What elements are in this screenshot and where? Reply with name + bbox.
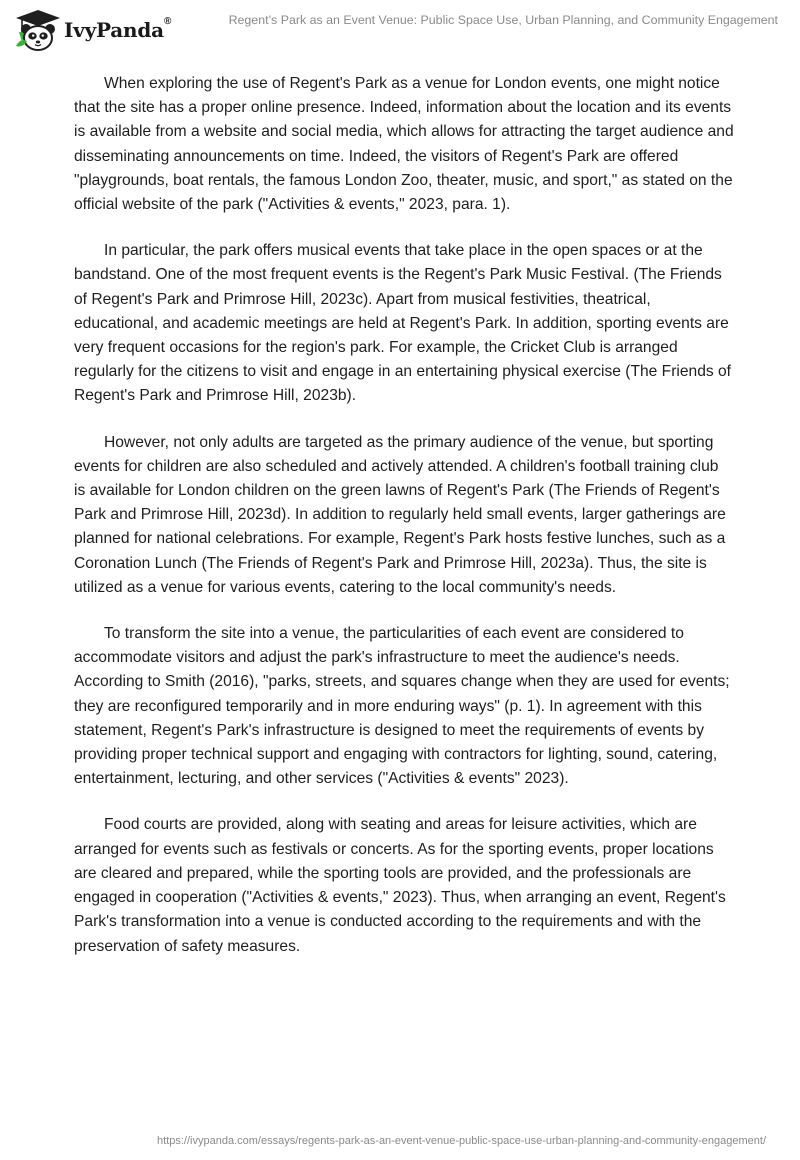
page-header	[0, 0, 800, 56]
body-paragraph: However, not only adults are targeted as the primary audience of the venue, but sporting events for children are also scheduled and actively attended. A children's football training club is available for London children on the green lawns of Regent's Park (The Friends of Regent's Park and Primrose Hill, 2023d). In addition to regularly held small events, larger gatherings are planned for national celebrations. For example, Regent's Park hosts festive lunches, such as a Coronation Lunch (The Friends of Regent's Park and Primrose Hill, 2023a). Thus, the site is utilized as a venue for various events, catering to the local community's needs.	[74, 433, 726, 596]
brand-name: IvyPanda®	[64, 16, 172, 42]
panda-graduation-cap-icon	[14, 8, 60, 52]
source-url[interactable]: https://ivypanda.com/essays/regents-park-as-an-event-venue-public-space-use-urban-planning-and-community-engagement/	[157, 1135, 766, 1147]
ivypanda-logo[interactable]	[14, 8, 171, 52]
body-paragraph: When exploring the use of Regent's Park as a venue for London events, one might notice that the site has a proper online presence. Indeed, information about the location and its events is available from a website and social media, which allows for attracting the target audience and disseminating announcements on time. Indeed, the visitors of Regent's Park are offered "playgrounds, boat rentals, the famous London Zoo, theater, music, and sport," as stated on the official website of the park ("Activities & events," 2023, para. 1).	[74, 75, 734, 214]
essay-body	[74, 72, 734, 981]
document-title: Regent’s Park as an Event Venue: Public Space Use, Urban Planning, and Community Engagement	[228, 13, 778, 27]
body-paragraph: To transform the site into a venue, the particularities of each event are considered to accommodate visitors and adjust the park's infrastructure to meet the audience's needs. According to Smith (2016), "parks, streets, and squares change when they are used for events; they are reconfigured temporarily and in more enduring ways" (p. 1). In agreement with this statement, Regent's Park's infrastructure is designed to meet the requirements of events by providing proper technical support and engaging with contractors for lighting, sound, catering, entertainment, lecturing, and other services ("Activities & events" 2023).	[74, 625, 730, 788]
body-paragraph: Food courts are provided, along with seating and areas for leisure activities, which are arranged for events such as festivals or concerts. As for the sporting events, proper locations are cleared and prepared, while the sporting tools are provided, and the professionals are engaged in cooperation ("Activities & events," 2023). Thus, when arranging an event, Regent's Park's transformation into a venue is conducted according to the requirements and with the preservation of safety measures.	[74, 816, 726, 955]
body-paragraph: In particular, the park offers musical events that take place in the open spaces or at the bandstand. One of the most frequent events is the Regent's Park Music Festival. (The Friends of Regent's Park and Primrose Hill, 2023c). Apart from musical festivities, theatrical, educational, and academic meetings are held at Regent's Park. In addition, sporting events are very frequent occasions for the region's park. For example, the Cricket Club is arranged regularly for the citizens to visit and engage in an entertaining physical exercise (The Friends of Regent's Park and Primrose Hill, 2023b).	[74, 242, 732, 405]
